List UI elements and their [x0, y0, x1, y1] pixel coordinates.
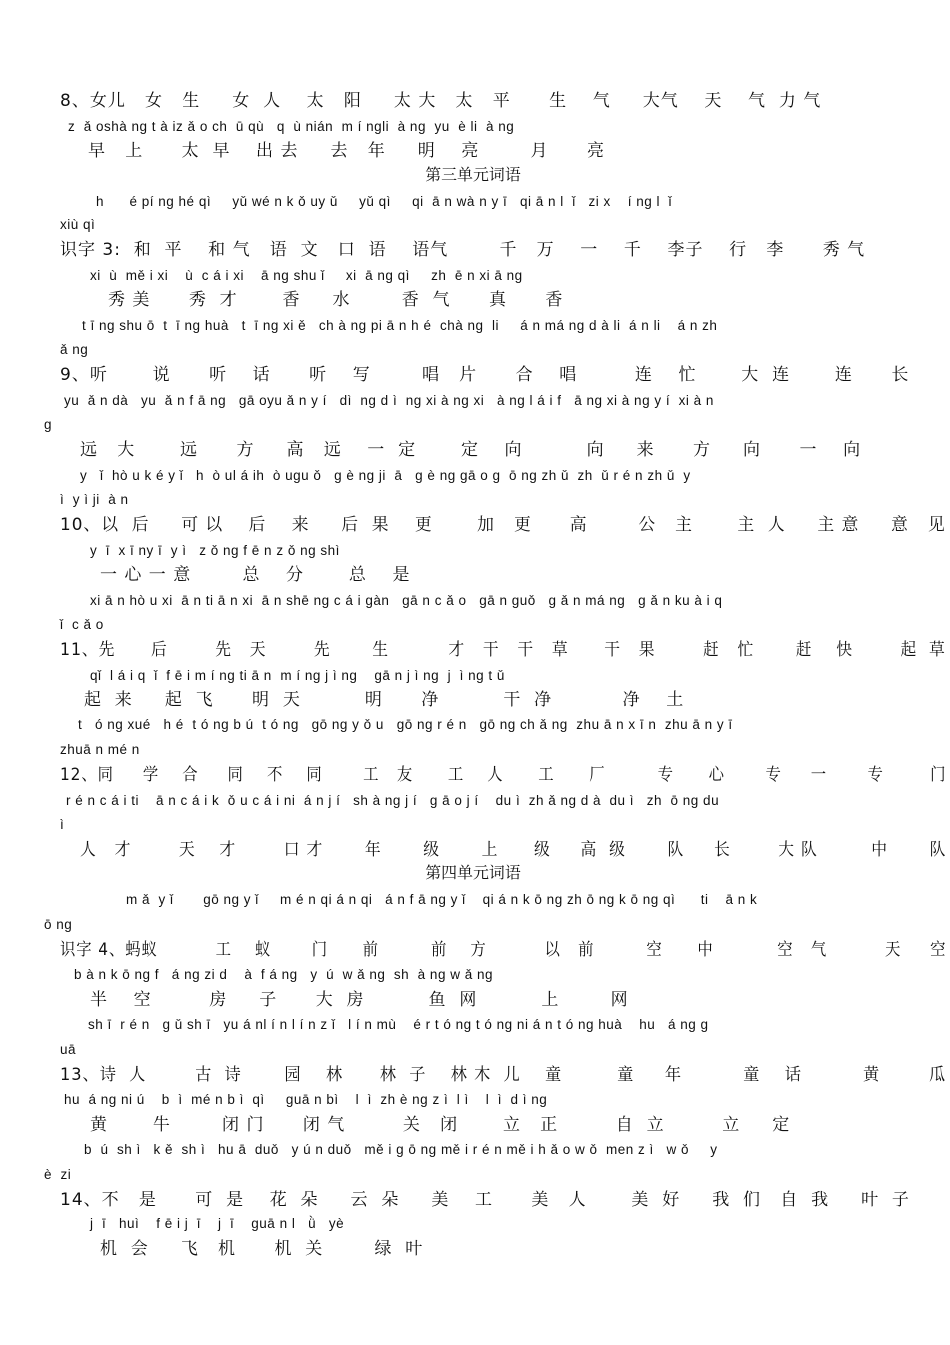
line-lesson9-words: 9、听 说 听 话 听 写 唱 片 合 唱 连 忙 大 连 连 长	[60, 365, 910, 385]
pinyin-line: uā	[60, 1042, 77, 1057]
pinyin-line: ì	[60, 817, 65, 832]
line-lesson10-words: 10、以 后 可 以 后 来 后 果 更 加 更 高 公 主 主 人 主 意 意 见	[60, 515, 946, 535]
pinyin-line: hu á ng ni ú b ì mé n b ì qì guā n bì l ì zh è ng z ì l ì l ì d ì ng	[64, 1092, 548, 1107]
line-words: 早 上 太 早 出 去 去 年 明 亮 月 亮	[88, 141, 605, 161]
line-lesson14-words: 14、不 是 可 是 花 朵 云 朵 美 工 美 人 美 好 我 们 自 我 叶 子	[60, 1190, 910, 1210]
pinyin-line: r é n c á i ti ā n c á i k ǒ u c á i ni á n j í sh à ng j í g ā o j í du ì zh ǎ ng d à du ì zh ō ng du	[66, 793, 720, 808]
pinyin-line: b à n k ō ng f á ng zi d à f á ng y ú w ǎ ng sh à ng w ǎ ng	[74, 967, 493, 982]
pinyin-line: z ǎ oshà ng t à iz ǎ o ch ū qù q ù nián m í ngli à ng yu è li à ng	[68, 119, 515, 134]
line-words: 秀 美 秀 才 香 水 香 气 真 香	[108, 290, 564, 310]
pinyin-line: zhuā n mé n	[60, 742, 140, 757]
pinyin-line: qǐ l á i q ǐ f ē i m í ng ti ā n m í ng j ì ng gā n j ì ng j ì ng t ǔ	[90, 668, 505, 683]
pinyin-line: h é pí ng hé qì yǔ wé n k ǒ uy ǔ yǔ qì qi ā n wà n y ī qi ā n l ǐ zi x í ng l ǐ	[96, 194, 672, 209]
pinyin-line: y ǐ hò u k é y ǐ h ò ul á ih ò ugu ǒ g è ng ji ā g è ng gā o g ō ng zh ǔ zh ǔ r é n zh ǔ y	[80, 468, 691, 483]
pinyin-line: xiù qì	[60, 217, 96, 232]
line-words: 远 大 远 方 高 远 一 定 定 向 向 来 方 向 一 向	[80, 440, 862, 460]
line-words: 一 心 一 意 总 分 总 是	[100, 565, 411, 585]
line-lesson8-words: 8、女儿 女 生 女 人 太 阳 太 大 太 平 生 气 大气 天 气 力 气	[60, 91, 822, 111]
pinyin-line: ō ng	[44, 917, 73, 932]
pinyin-line: b ú sh ì k ě sh ì hu ā duǒ y ú n duǒ mě i g ō ng mě i r é n mě i h ǎ o w ǒ men z ì w ǒ y	[84, 1142, 718, 1157]
line-literacy4-words: 识字 4、蚂蚁 工 蚁 门 前 前 方 以 前 空 中 空 气 天 空	[60, 940, 947, 960]
pinyin-line: sh ī r é n g ǔ sh ī yu á nl í n l í n z ǐ l í n mù é r t ó ng t ó ng ni á n t ó ng huà hu á ng g	[88, 1017, 709, 1032]
pinyin-line: m ǎ y ǐ gō ng y ǐ m é n qi á n qi á n f ā ng y ǐ qi á n k ō ng zh ō ng k ō ng qì ti ā n k	[126, 892, 758, 907]
line-words: 机 会 飞 机 机 关 绿 叶	[100, 1239, 424, 1259]
pinyin-line: t ī ng shu ō t ī ng huà t ī ng xi ě ch à ng pi ā n h é chà ng li á n má ng d à li á n li á n zh	[82, 318, 718, 333]
line-lesson11-words: 11、先 后 先 天 先 生 才 干 干 草 干 果 赶 忙 赶 快 起 草	[60, 640, 946, 660]
pinyin-line: è zi	[44, 1167, 72, 1182]
line-words: 人 才 天 才 口 才 年 级 上 级 高 级 队 长 大 队 中 队	[80, 840, 947, 860]
line-lesson12-words: 12、同 学 合 同 不 同 工 友 工 人 工 厂 专 心 专 一 专 门	[60, 765, 947, 785]
pinyin-line: xi ā n hò u xi ā n ti ā n xi ā n shē ng c á i gàn gā n c ǎ o gā n guǒ g ǎ n má ng g ǎ n ku à i q	[90, 593, 723, 608]
line-words: 黄 牛 闭 门 闭 气 关 闭 立 正 自 立 立 定	[90, 1115, 791, 1135]
line-literacy3-words: 识字 3: 和 平 和 气 语 文 口 语 语气 千 万 一 千 李子 行 李 秀 气	[60, 240, 866, 260]
line-words: 起 来 起 飞 明 天 明 净 干 净 净 土	[84, 690, 685, 710]
pinyin-line: ǐ c ǎ o	[60, 617, 104, 632]
unit3-heading: 第三单元词语	[425, 165, 521, 184]
pinyin-line: y ī x ī ny ī y ì z ǒ ng f ē n z ǒ ng shì	[90, 543, 340, 558]
pinyin-line: ǎ ng	[60, 342, 89, 357]
pinyin-line: yu ǎ n dà yu ǎ n f ā ng gā oyu ǎ n y í dì ng d ì ng xi à ng xi à ng l á i f ā ng xi à ng y í xi à n	[64, 393, 714, 408]
line-words: 半 空 房 子 大 房 鱼 网 上 网	[90, 990, 629, 1010]
pinyin-line: xi ù mě i xi ù c á i xi ā ng shu ǐ xi ā ng qì zh ē n xi ā ng	[90, 268, 523, 283]
line-lesson13-words: 13、诗 人 古 诗 园 林 林 子 林 木 儿 童 童 年 童 话 黄 瓜	[60, 1065, 947, 1085]
pinyin-line: j ī huì f ē i j ī j ī guā n l ǜ yè	[90, 1216, 345, 1231]
pinyin-line: g	[44, 417, 53, 432]
pinyin-line: ì y ì ji à n	[60, 492, 129, 507]
unit4-heading: 第四单元词语	[425, 863, 521, 882]
pinyin-line: t ó ng xué h é t ó ng b ú t ó ng gō ng y ǒ u gō ng r é n gō ng ch ǎ ng zhu ā n x ī n zhu ā n y ī	[78, 717, 733, 732]
